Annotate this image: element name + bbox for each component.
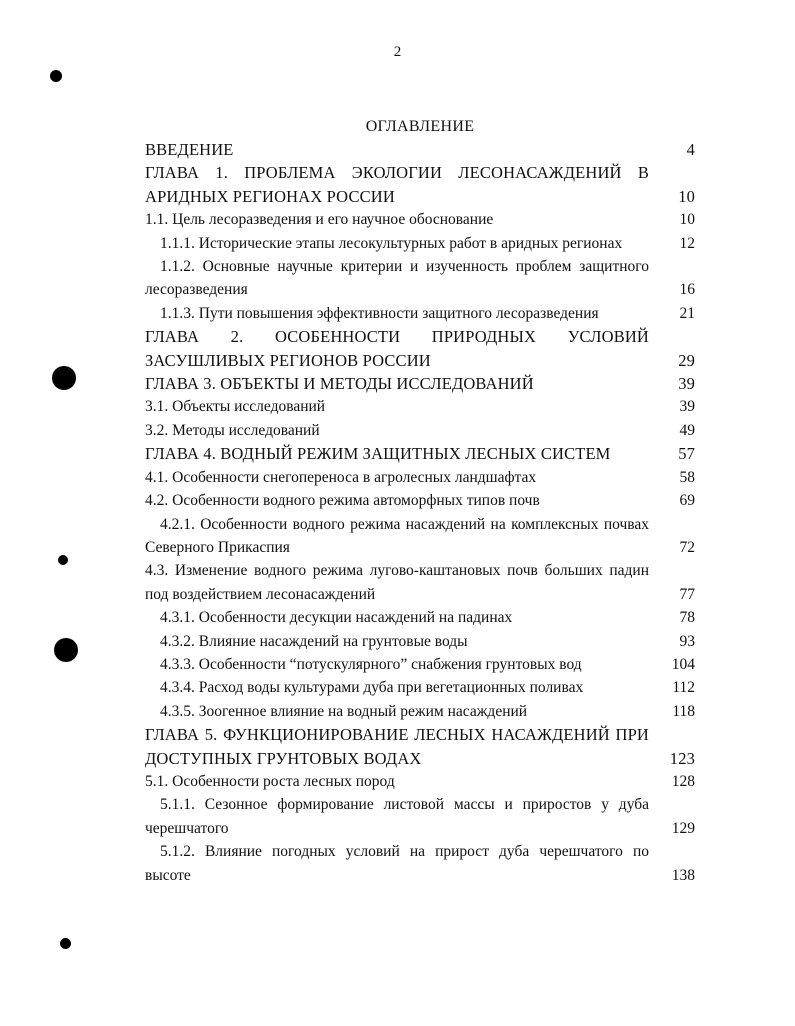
toc-entry-page: 93 bbox=[679, 632, 695, 650]
toc-entry-page: 138 bbox=[671, 866, 695, 884]
binder-hole-5 bbox=[60, 938, 71, 949]
toc-entry-page: 39 bbox=[678, 374, 695, 394]
toc-entry bbox=[145, 442, 695, 465]
toc-entry-title: 1.1.1. Исторические этапы лесокультурных работ в аридных регионах bbox=[160, 234, 623, 252]
toc-entry-title: 1.1.3. Пути повышения эффективности защитного лесоразведения bbox=[160, 304, 599, 322]
toc-entry-title: 4.3.4. Расход воды культурами дуба при вегетационных поливах bbox=[160, 679, 584, 697]
toc-entry-title: 4.2. Особенности водного режима автоморфных типов почв bbox=[145, 492, 540, 510]
toc-entry bbox=[145, 653, 695, 676]
toc-entry bbox=[145, 138, 695, 161]
toc-entry-title: 5.1. Особенности роста лесных пород bbox=[145, 772, 395, 790]
toc-entry-page: 10 bbox=[679, 211, 695, 229]
toc-entry-title: 5.1.1. Сезонное формирование листовой массы и приростов у дуба черешчатого bbox=[145, 796, 649, 837]
toc-entry bbox=[145, 770, 695, 793]
binder-hole-1 bbox=[50, 70, 62, 82]
toc-entry-page: 57 bbox=[678, 444, 695, 464]
toc-title: ОГЛАВЛЕНИЕ bbox=[365, 118, 475, 135]
toc-entry bbox=[145, 232, 695, 255]
toc-entry bbox=[145, 208, 695, 231]
binder-hole-3 bbox=[58, 555, 68, 565]
toc-entry-page: 10 bbox=[678, 186, 695, 206]
toc-entry bbox=[145, 513, 695, 560]
toc-entry-title: ВВЕДЕНИЕ bbox=[145, 140, 234, 159]
toc-entry-title: 4.2.1. Особенности водного режима насаждений на комплексных почвах Северного Прикаспия bbox=[145, 515, 649, 556]
toc-entry bbox=[145, 325, 695, 372]
toc-entry bbox=[145, 676, 695, 699]
toc-entry-title: 4.3.2. Влияние насаждений на грунтовые воды bbox=[160, 632, 468, 650]
toc-entry-page: 69 bbox=[679, 492, 695, 510]
toc-entry-page: 49 bbox=[679, 421, 695, 439]
toc-entry-title: 1.1. Цель лесоразведения и его научное обоснование bbox=[145, 211, 494, 229]
toc-entry bbox=[145, 606, 695, 629]
toc-entry-title: 4.3.3. Особенности “потускулярного” снабжения грунтовых вод bbox=[160, 655, 582, 673]
toc-entry-title: 3.2. Методы исследований bbox=[145, 421, 320, 439]
toc-entry-page: 123 bbox=[669, 748, 695, 768]
toc-entry bbox=[145, 723, 695, 770]
toc-entry bbox=[145, 372, 695, 395]
page-number: 2 bbox=[393, 44, 402, 60]
toc-entry-page: 129 bbox=[671, 819, 695, 837]
toc-entry-page: 78 bbox=[679, 609, 695, 627]
toc-entry-title: ГЛАВА 4. ВОДНЫЙ РЕЖИМ ЗАЩИТНЫХ ЛЕСНЫХ СИСТЕМ bbox=[145, 444, 611, 464]
binder-hole-2 bbox=[52, 366, 76, 390]
toc-entry bbox=[145, 840, 695, 887]
toc-entry-title: 4.3.1. Особенности десукции насаждений на падинах bbox=[160, 609, 513, 627]
toc-entry-title: 1.1.2. Основные научные критерии и изученность проблем защитного лесоразведения bbox=[145, 258, 649, 299]
toc-entry-title: 3.1. Объекты исследований bbox=[145, 398, 326, 416]
toc-entry-title: 4.1. Особенности снегопереноса в агролесных ландшафтах bbox=[145, 468, 537, 486]
toc-entry-title: ГЛАВА 3. ОБЪЕКТЫ И МЕТОДЫ ИССЛЕДОВАНИЙ bbox=[145, 374, 534, 394]
toc-entry-title: 5.1.2. Влияние погодных условий на прирост дуба черешчатого по высоте bbox=[145, 843, 649, 884]
toc-entry-page: 39 bbox=[679, 398, 695, 416]
toc-entry-title: 4.3.5. Зоогенное влияние на водный режим насаждений bbox=[160, 702, 528, 720]
toc-entry bbox=[145, 630, 695, 653]
toc-entry-title: ГЛАВА 5. ФУНКЦИОНИРОВАНИЕ ЛЕСНЫХ НАСАЖДЕНИЙ ПРИ ДОСТУПНЫХ ГРУНТОВЫХ ВОДАХ bbox=[145, 725, 649, 768]
toc-entry bbox=[145, 466, 695, 489]
toc-entry bbox=[145, 419, 695, 442]
toc-entry-title: ГЛАВА 2. ОСОБЕННОСТИ ПРИРОДНЫХ УСЛОВИЙ ЗАСУШЛИВЫХ РЕГИОНОВ РОССИИ bbox=[145, 327, 649, 370]
toc-entry-page: 4 bbox=[686, 140, 695, 159]
toc-entry bbox=[145, 161, 695, 208]
toc-entry bbox=[145, 793, 695, 840]
toc-entry-title: ГЛАВА 1. ПРОБЛЕМА ЭКОЛОГИИ ЛЕСОНАСАЖДЕНИЙ В АРИДНЫХ РЕГИОНАХ РОССИИ bbox=[145, 163, 649, 206]
toc-entry bbox=[145, 395, 695, 418]
toc-entry-page: 21 bbox=[679, 304, 695, 322]
toc-entry-page: 112 bbox=[672, 679, 695, 697]
toc-entry-page: 58 bbox=[679, 468, 695, 486]
toc-entry bbox=[145, 255, 695, 302]
table-of-contents bbox=[145, 138, 695, 887]
toc-entry-title: 4.3. Изменение водного режима лугово-каштановых почв больших падин под воздействием лесонасаждений bbox=[145, 562, 649, 603]
toc-entry bbox=[145, 559, 695, 606]
toc-entry-page: 128 bbox=[671, 772, 695, 790]
binder-hole-4 bbox=[54, 638, 78, 662]
toc-entry bbox=[145, 700, 695, 723]
toc-entry-page: 16 bbox=[679, 281, 695, 299]
toc-entry-page: 118 bbox=[672, 702, 695, 720]
toc-entry bbox=[145, 489, 695, 512]
toc-entry-page: 77 bbox=[679, 585, 695, 603]
toc-entry-page: 12 bbox=[679, 234, 695, 252]
toc-entry-page: 72 bbox=[679, 538, 695, 556]
toc-entry-page: 104 bbox=[671, 655, 695, 673]
toc-entry bbox=[145, 302, 695, 325]
toc-entry-page: 29 bbox=[678, 350, 695, 370]
